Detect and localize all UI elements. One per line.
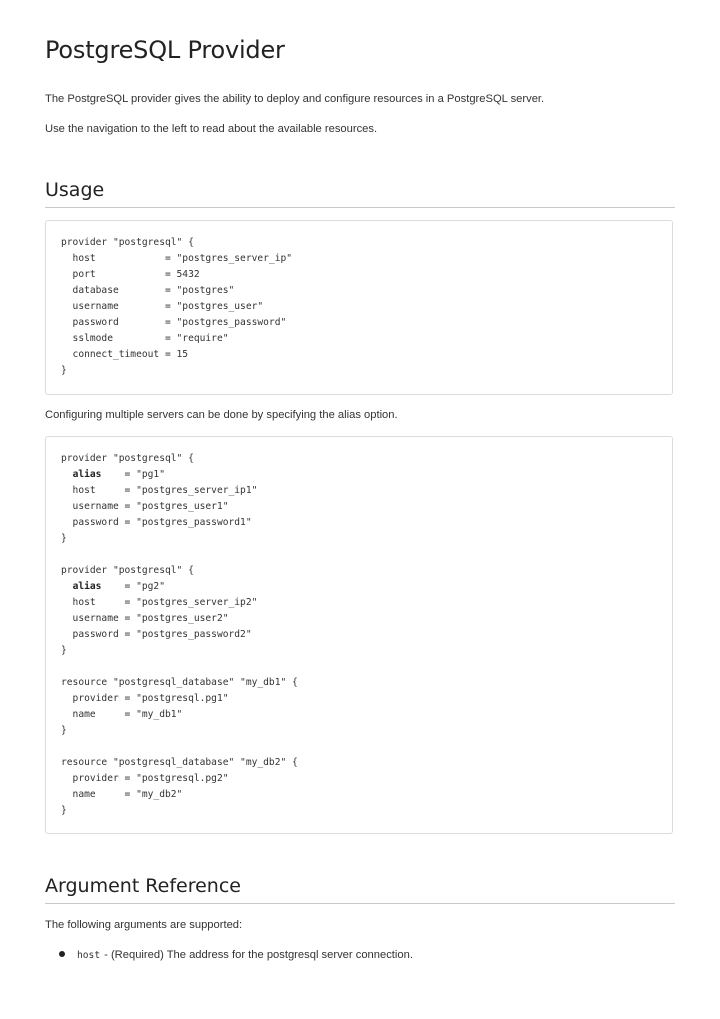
code-line <box>61 579 657 595</box>
code-text: = "pg2" <box>101 581 165 592</box>
argument-reference-heading: Argument Reference <box>45 875 675 904</box>
argument-code: host <box>77 950 101 961</box>
code-line <box>61 803 657 819</box>
code-keyword: alias <box>72 581 102 592</box>
code-line: password = "postgres_password" <box>61 317 287 328</box>
code-text: = "pg1" <box>101 469 165 480</box>
code-line <box>61 659 657 675</box>
code-line: port = 5432 <box>61 269 200 280</box>
code-line <box>61 483 657 499</box>
code-line: provider "postgresql" { <box>61 237 194 248</box>
code-line <box>61 755 657 771</box>
page-title: PostgreSQL Provider <box>45 36 285 64</box>
code-line <box>61 467 657 483</box>
bullet-icon <box>59 951 65 957</box>
code-line <box>61 787 657 803</box>
code-text: resource "postgresql_database" "my_db1" { <box>61 677 298 688</box>
code-text: provider "postgresql" { <box>61 565 194 576</box>
intro-paragraph-1: The PostgreSQL provider gives the ability to deploy and configure resources in a PostgreSQL server. <box>45 93 545 105</box>
code-line <box>61 675 657 691</box>
code-text: } <box>61 725 67 736</box>
code-line: connect_timeout = 15 <box>61 349 189 360</box>
argument-description: - (Required) The address for the postgresql server connection. <box>104 949 413 961</box>
code-text: name = "my_db1" <box>61 709 183 720</box>
code-line <box>61 691 657 707</box>
code-line: username = "postgres_user" <box>61 301 264 312</box>
code-line <box>61 611 657 627</box>
code-line <box>61 595 657 611</box>
code-line: database = "postgres" <box>61 285 235 296</box>
code-text: } <box>61 645 67 656</box>
code-text: provider = "postgresql.pg1" <box>61 693 229 704</box>
code-line <box>61 499 657 515</box>
code-text: host = "postgres_server_ip1" <box>61 485 258 496</box>
code-line <box>61 547 657 563</box>
code-line <box>61 643 657 659</box>
code-line: host = "postgres_server_ip" <box>61 253 293 264</box>
code-line <box>61 707 657 723</box>
code-line <box>61 723 657 739</box>
code-line <box>61 531 657 547</box>
code-text: } <box>61 533 67 544</box>
code-line: sslmode = "require" <box>61 333 229 344</box>
code-text: host = "postgres_server_ip2" <box>61 597 258 608</box>
code-line <box>61 451 657 467</box>
code-text: password = "postgres_password1" <box>61 517 252 528</box>
multi-server-paragraph: Configuring multiple servers can be done by specifying the alias option. <box>45 409 398 421</box>
code-text: name = "my_db2" <box>61 789 183 800</box>
usage-heading: Usage <box>45 179 675 208</box>
intro-paragraph-2: Use the navigation to the left to read about the available resources. <box>45 123 378 135</box>
arguments-intro: The following arguments are supported: <box>45 919 243 931</box>
code-text: } <box>61 805 67 816</box>
code-text: username = "postgres_user2" <box>61 613 229 624</box>
code-text <box>61 469 73 480</box>
argument-item-host <box>59 949 413 961</box>
code-text: provider = "postgresql.pg2" <box>61 773 229 784</box>
code-line <box>61 515 657 531</box>
code-line <box>61 771 657 787</box>
code-text: password = "postgres_password2" <box>61 629 252 640</box>
code-text: provider "postgresql" { <box>61 453 194 464</box>
code-text <box>61 581 73 592</box>
code-line: } <box>61 365 67 376</box>
code-keyword: alias <box>72 469 102 480</box>
code-text: resource "postgresql_database" "my_db2" { <box>61 757 298 768</box>
code-line <box>61 563 657 579</box>
code-line <box>61 627 657 643</box>
code-text: username = "postgres_user1" <box>61 501 229 512</box>
code-line <box>61 739 657 755</box>
multi-server-code-block <box>45 436 673 834</box>
usage-code-block <box>45 220 673 395</box>
